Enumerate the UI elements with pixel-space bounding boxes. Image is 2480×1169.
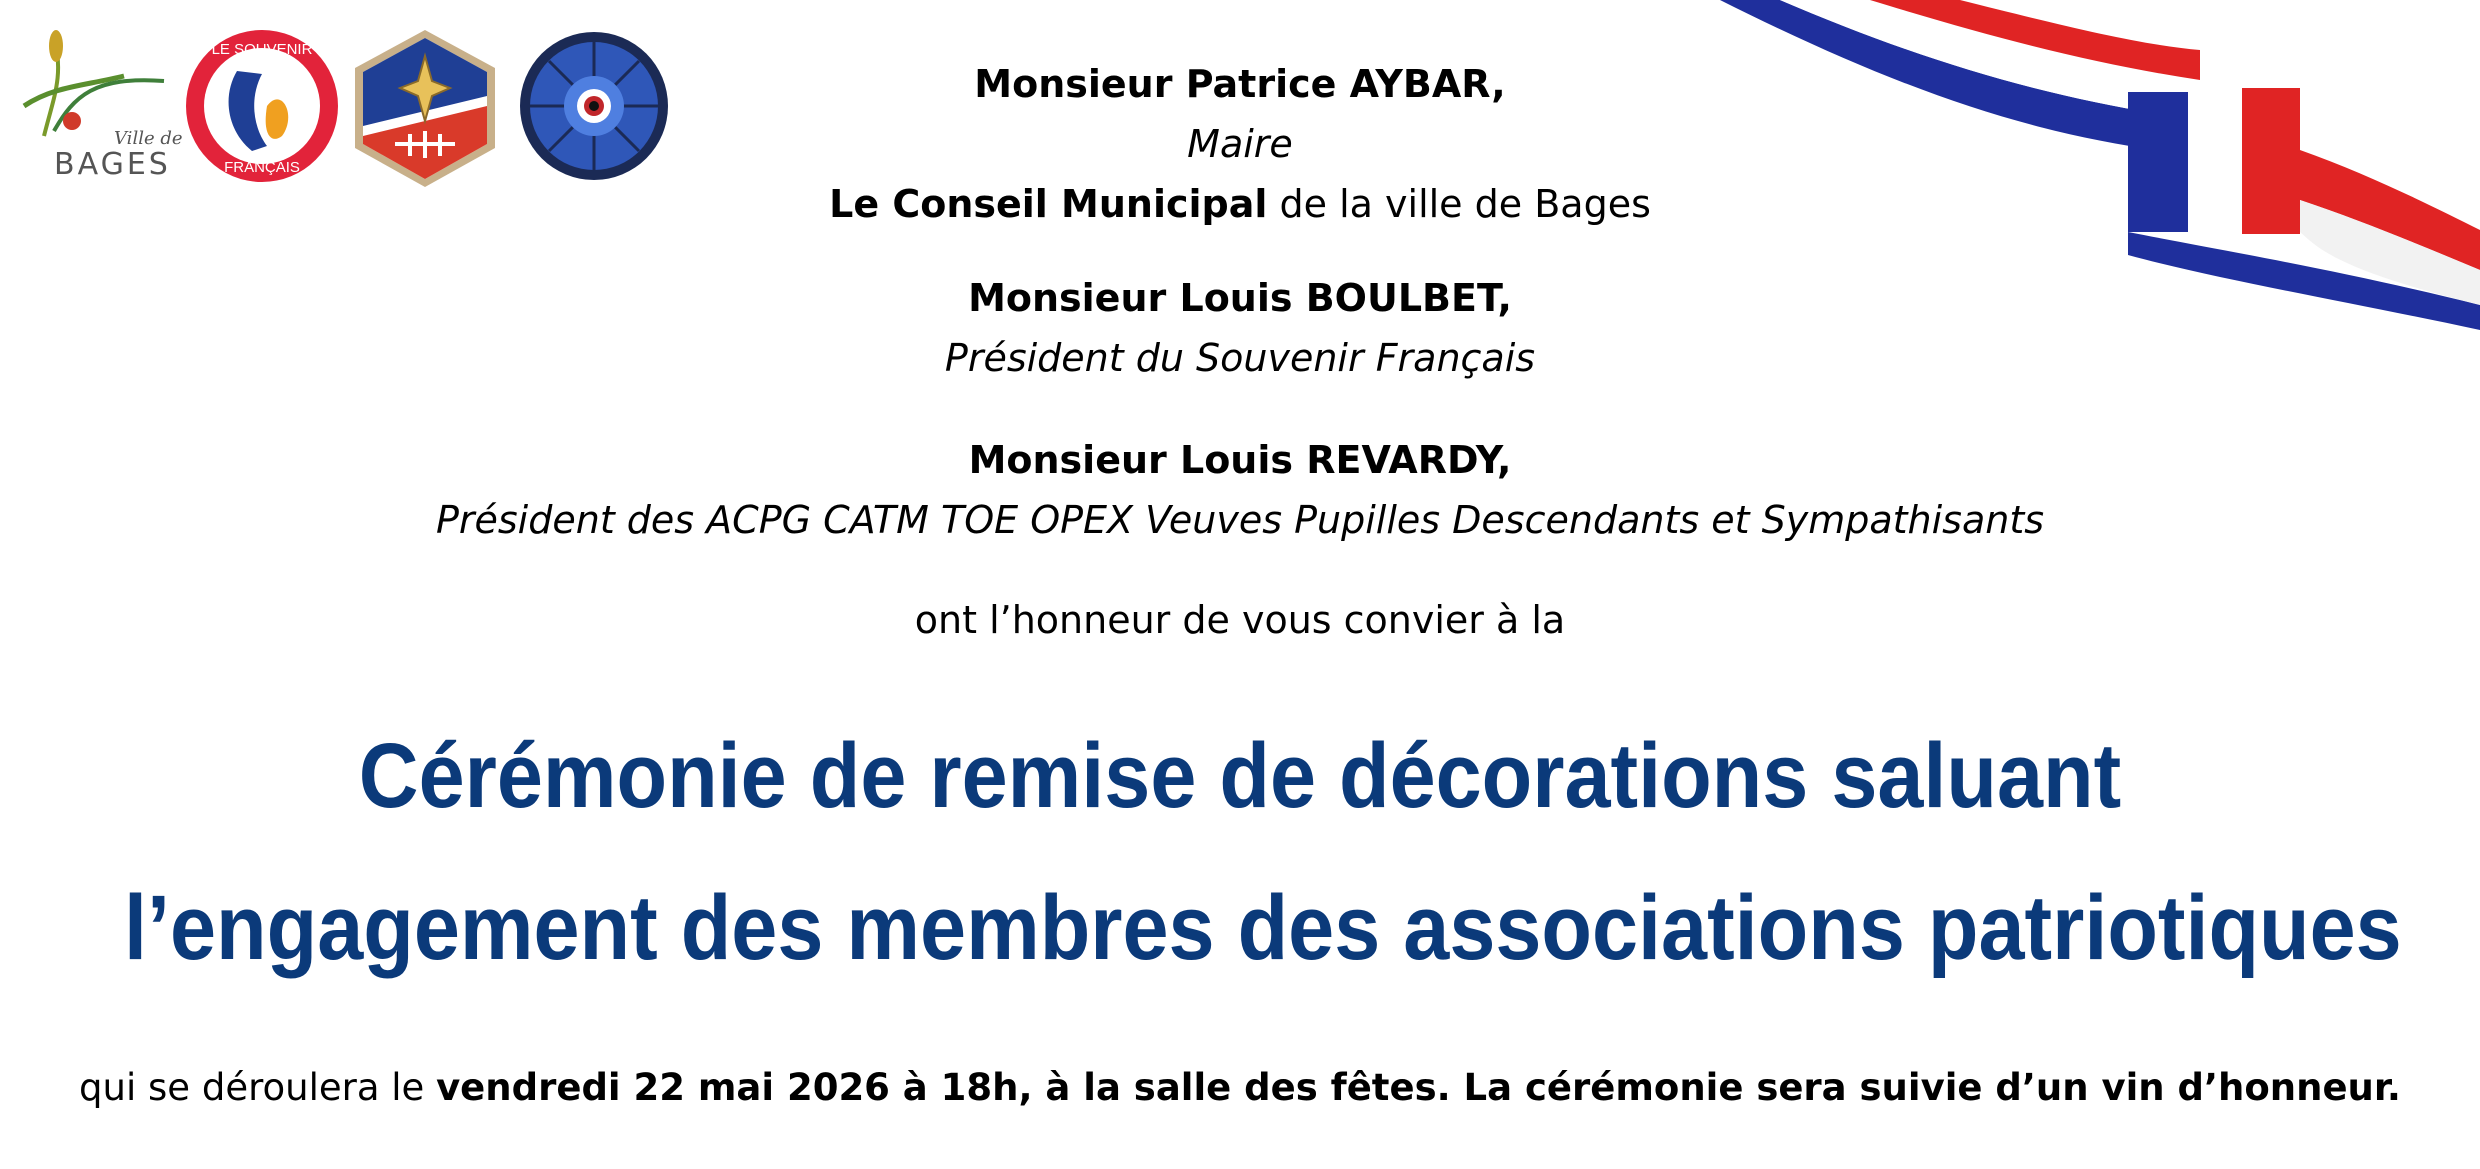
logo-bottom-text: FRANÇAIS [224, 159, 300, 176]
headline-line-2: l’engagement des membres des associations patriotiques [124, 877, 2402, 979]
council-rest: de la ville de Bages [1267, 182, 1651, 226]
logo-small-text: Ville de [114, 128, 183, 149]
council-bold: Le Conseil Municipal [829, 182, 1268, 226]
host-block-acpg [0, 430, 2480, 550]
event-details-lead: qui se déroulera le [79, 1066, 437, 1109]
event-details [0, 1058, 2480, 1118]
host-block-mayor [0, 54, 2480, 234]
host-title: Maire [1187, 122, 1293, 166]
host-title: Président du Souvenir Français [944, 336, 1536, 380]
host-block-souvenir [0, 268, 2480, 388]
host-name: Monsieur Louis BOULBET, [968, 276, 1512, 320]
logo-big-text: BAGES [54, 147, 171, 182]
invitation-text-block [0, 590, 2480, 650]
logo-top-text: LE SOUVENIR [211, 41, 313, 58]
host-name: Monsieur Louis REVARDY, [968, 438, 1512, 482]
headline-line-1: Cérémonie de remise de décorations saluant [358, 725, 2122, 827]
event-details-bold: vendredi 22 mai 2026 à 18h, à la salle des fêtes. La cérémonie sera suivie d’un vin d’honneur. [436, 1066, 2401, 1109]
ceremony-headline [124, 700, 2402, 1004]
host-name: Monsieur Patrice AYBAR, [974, 62, 1506, 106]
invitation-text: ont l’honneur de vous convier à la [914, 598, 1566, 642]
council-line [0, 174, 2480, 234]
host-title: Président des ACPG CATM TOE OPEX Veuves Pupilles Descendants et Sympathisants [435, 498, 2045, 542]
